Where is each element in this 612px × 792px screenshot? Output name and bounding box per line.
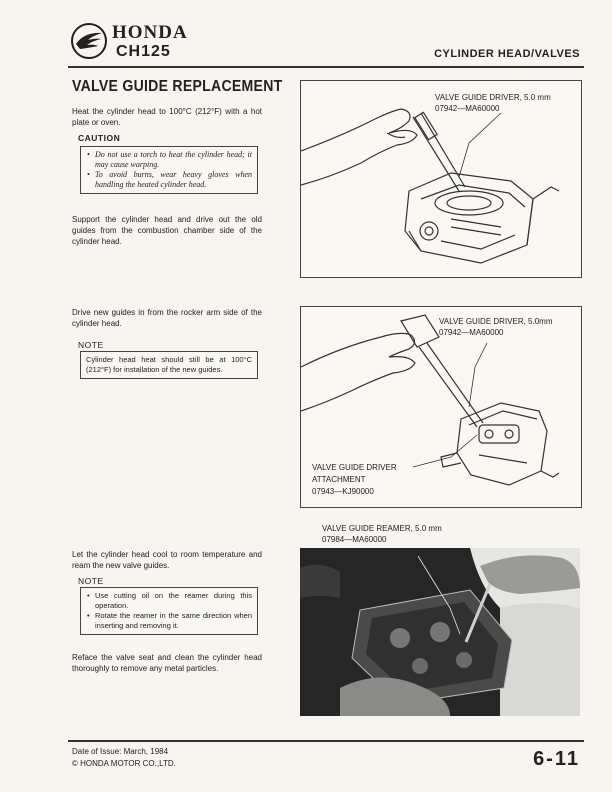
footer-rule: [68, 740, 584, 742]
header-rule: [68, 66, 584, 68]
step1-text2: Support the cylinder head and drive out the old guides from the combustion chamber side of the cylinder head.: [72, 215, 262, 246]
attachment-part-number: 07943—KJ90000: [312, 487, 374, 496]
part-number-caption: 07942—MA60000: [435, 104, 500, 113]
step1-text: Heat the cylinder head to 100°C (212°F) with a hot plate or oven.: [72, 107, 262, 127]
step3-text: Let the cylinder head cool to room temperature and ream the new valve guides.: [72, 550, 262, 570]
tool-name-caption: VALVE GUIDE DRIVER, 5.0mm: [439, 317, 553, 326]
figure-reamer-photo: [300, 548, 580, 716]
note-label: NOTE: [78, 576, 104, 586]
figure-driver-removal: [300, 80, 582, 278]
note-box: [80, 351, 258, 379]
copyright: © HONDA MOTOR CO.,LTD.: [72, 759, 176, 768]
figure-driver-install: [300, 306, 582, 508]
caution-label: CAUTION: [78, 133, 121, 143]
tool-name-caption: VALVE GUIDE DRIVER, 5.0 mm: [435, 93, 551, 102]
caution-item: • Do not use a torch to heat the cylinder head; it may cause warping.: [95, 150, 252, 170]
caution-box: [80, 146, 258, 194]
note-box: [80, 587, 258, 635]
page-title: VALVE GUIDE REPLACEMENT: [72, 78, 283, 95]
note-item: • Rotate the reamer in the same direction when inserting and removing it.: [95, 611, 252, 631]
attachment-caption-line1: VALVE GUIDE DRIVER: [312, 463, 397, 472]
attachment-caption-line2: ATTACHMENT: [312, 475, 366, 484]
section-title: CYLINDER HEAD/VALVES: [434, 48, 580, 60]
part-number-caption: 07984—MA60000: [322, 535, 387, 544]
note-item: • Use cutting oil on the reamer during this operation.: [95, 591, 252, 611]
step2-text: Drive new guides in from the rocker arm side of the cylinder head.: [72, 308, 262, 328]
model-name: CH125: [116, 43, 171, 60]
brand-name: HONDA: [112, 22, 188, 43]
part-number-caption: 07942—MA60000: [439, 328, 504, 337]
issue-date: Date of Issue: March, 1984: [72, 747, 169, 756]
note-text: Cylinder head heat should still be at 100°C (212°F) for installation of the new guides.: [86, 355, 252, 374]
honda-wing-logo-icon: [70, 22, 108, 60]
caution-item: • To avoid burns, wear heavy gloves when handling the heated cylinder head.: [95, 170, 252, 190]
reaming-photo-icon: [300, 548, 580, 716]
note-label: NOTE: [78, 340, 104, 350]
step3-text2: Reface the valve seat and clean the cylinder head thoroughly to remove any metal particles.: [72, 653, 262, 673]
page-number: 6-11: [533, 748, 580, 770]
tool-name-caption: VALVE GUIDE REAMER, 5.0 mm: [322, 524, 442, 533]
